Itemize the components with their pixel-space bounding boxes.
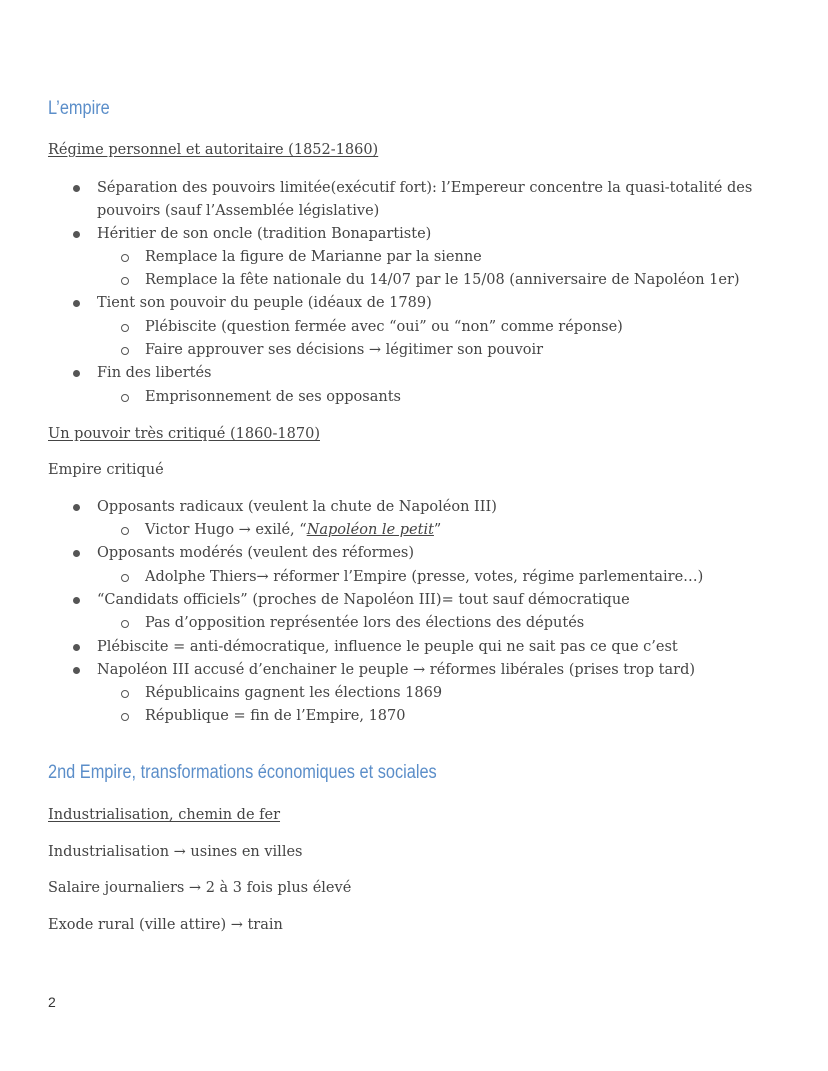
page-number: 2 [48,994,56,1010]
bullet-circle [121,324,129,332]
paragraph: Salaire journaliers → 2 à 3 fois plus élevé [48,880,352,896]
bullet-circle [121,713,129,721]
list-item: Séparation des pouvoirs limitée(exécutif fort): l’Empereur concentre la quasi-totalité des [97,180,753,196]
bullet-circle [121,277,129,285]
list-item-continuation: pouvoirs (sauf l’Assemblée législative) [97,203,380,219]
bullet-disc [73,667,80,674]
bullet-disc [73,644,80,651]
paragraph: Exode rural (ville attire) → train [48,917,283,933]
bullet-circle [121,574,129,582]
sub-list-item [145,519,441,542]
subheading-pouvoir-critique: Un pouvoir très critiqué (1860-1870) [48,426,320,442]
bullet-circle [121,690,129,698]
bullet-disc [73,300,80,307]
bullet-disc [73,550,80,557]
sub-list-item: Adolphe Thiers→ réformer l’Empire (presse, votes, régime parlementaire…) [145,569,704,585]
list-item: Plébiscite = anti-démocratique, influence le peuple qui ne sait pas ce que c’est [97,639,678,655]
bullet-disc [73,185,80,192]
bullet-circle [121,394,129,402]
bullet-circle [121,347,129,355]
sub-list-item: Remplace la figure de Marianne par la sienne [145,249,482,265]
napoleon-le-petit-link[interactable]: Napoléon le petit [306,522,434,538]
list-item: Fin des libertés [97,365,212,381]
bullet-disc [73,370,80,377]
subheading-industrialisation: Industrialisation, chemin de fer [48,807,281,823]
list-item: Tient son pouvoir du peuple (idéaux de 1789) [97,295,432,311]
subheading-regime-personnel: Régime personnel et autoritaire (1852-1860) [48,142,379,158]
list-item: Héritier de son oncle (tradition Bonapartiste) [97,226,432,242]
list-item: “Candidats officiels” (proches de Napoléon III)= tout sauf démocratique [97,592,630,608]
paragraph-empire-critique: Empire critiqué [48,462,164,478]
section-title-second-empire: 2nd Empire, transformations économiques et sociales [48,762,437,783]
list-item: Opposants modérés (veulent des réformes) [97,545,415,561]
section-title-empire: L’empire [48,98,110,119]
sub-list-item: Emprisonnement de ses opposants [145,389,401,405]
bullet-disc [73,597,80,604]
list-item: Napoléon III accusé d’enchainer le peuple → réformes libérales (prises trop tard) [97,662,696,678]
sub-list-item-text: ” [433,522,442,538]
sub-list-item: Républicains gagnent les élections 1869 [145,685,443,701]
sub-list-item: Plébiscite (question fermée avec “oui” ou “non” comme réponse) [145,319,623,335]
bullet-disc [73,504,80,511]
paragraph: Industrialisation → usines en villes [48,844,303,860]
sub-list-item: Pas d’opposition représentée lors des élections des députés [145,615,585,631]
sub-list-item: Faire approuver ses décisions → légitimer son pouvoir [145,342,544,358]
bullet-disc [73,231,80,238]
sub-list-item: Remplace la fête nationale du 14/07 par le 15/08 (anniversaire de Napoléon 1er) [145,272,740,288]
sub-list-item: République = fin de l’Empire, 1870 [145,708,406,724]
sub-list-item-text: Victor Hugo → exilé, “ [145,522,307,538]
bullet-circle [121,620,129,628]
bullet-circle [121,527,129,535]
list-item: Opposants radicaux (veulent la chute de Napoléon III) [97,499,497,515]
bullet-circle [121,254,129,262]
